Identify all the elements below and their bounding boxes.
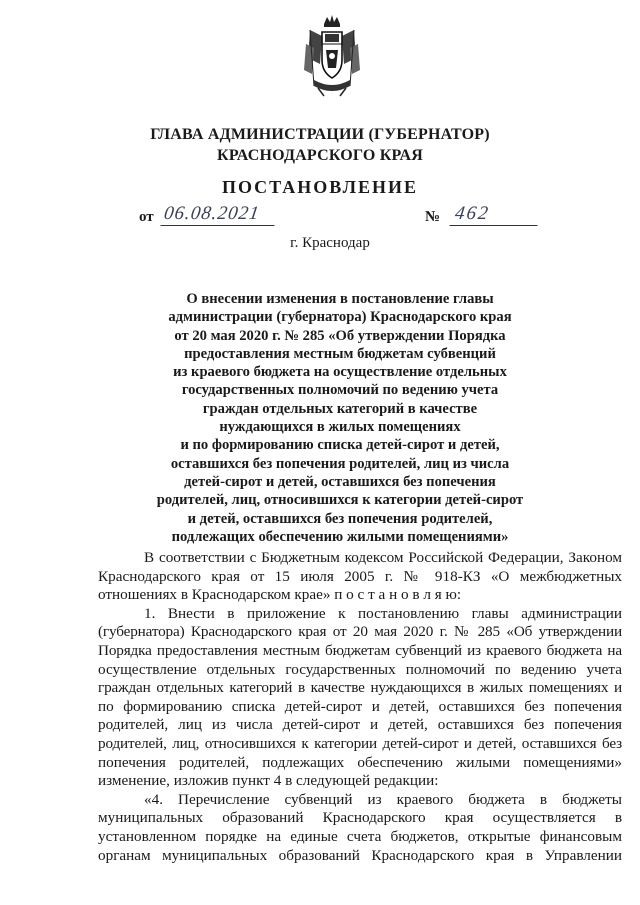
subject-line: детей-сирот и детей, оставшихся без попечения <box>184 473 496 490</box>
body-line: «4. Перечисление субвенций из краевого бюджета в бюджеты <box>144 790 622 808</box>
subject-line: родителей, лиц, относившихся к категории детей-сирот <box>156 492 524 509</box>
date-prefix: от <box>139 209 154 225</box>
body-line: установленном порядке на единые счета бюджетов, открытые финансовым <box>98 827 622 845</box>
body-line: осуществление отдельных государственных полномочий по ведению учета <box>98 660 622 678</box>
body-line: муниципальных образований Краснодарского края осуществляется в <box>98 809 622 827</box>
body-line: по формированию списка детей-сирот и детей, оставшихся без попечения <box>98 697 622 715</box>
body-line: органам муниципальных образований Краснодарского края в Управлении <box>98 846 622 864</box>
subject-line: из краевого бюджета на осуществление отдельных <box>173 364 507 381</box>
subject-line: от 20 мая 2020 г. № 285 «Об утверждении Порядка <box>174 327 506 344</box>
subject-line: администрации (губернатора) Краснодарского края <box>168 309 512 326</box>
body-line: В соответствии с Бюджетным кодексом Российской Федерации, Законом <box>144 549 622 566</box>
subject-line: О внесении изменения в постановление главы <box>186 291 494 307</box>
body-line: (губернатора) Краснодарского края от 20 мая 2020 г. № 285 «Об утверждении <box>98 623 622 641</box>
decree-subject <box>150 290 530 546</box>
body-line: отношениях в Краснодарском крае» п о с т а н о в л я ю: <box>98 586 462 604</box>
issuing-authority <box>0 124 640 166</box>
subject-line: государственных полномочий по ведению учета <box>181 382 499 399</box>
subject-line: и по формированию списка детей-сирот и детей, <box>180 437 500 454</box>
body-line: Краснодарского края от 15 июля 2005 г. № 918-КЗ «О межбюджетных <box>98 567 622 585</box>
city-line: г. Краснодар <box>290 235 370 251</box>
subject-line: нуждающихся в жилых помещениях <box>219 419 461 436</box>
subject-line: оставшихся без попечения родителей, лиц из числа <box>170 455 510 472</box>
decree-body <box>98 549 622 865</box>
krasnodar-coat-of-arms-icon <box>300 14 364 98</box>
body-line: Порядка предоставления местным бюджетам субвенций из краевого бюджета на <box>98 641 622 659</box>
handwritten-date: 06.08.2021 <box>160 203 277 226</box>
authority-line-1: ГЛАВА АДМИНИСТРАЦИИ (ГУБЕРНАТОР) <box>150 126 490 143</box>
body-line: попечения родителей, подлежащих обеспечению жилыми помещениями» <box>98 753 622 771</box>
document-type-title: ПОСТАНОВЛЕНИЕ <box>221 177 419 197</box>
body-line: родителей, лиц, относившихся к категории детей-сирот и детей, оставшихся без <box>98 734 622 752</box>
subject-line: подлежащих обеспечению жилыми помещениями» <box>171 528 509 545</box>
body-line: родителей, лиц из числа детей-сирот и детей, оставшихся без попечения <box>98 716 622 734</box>
number-prefix: № <box>425 209 441 225</box>
body-line: 1. Внести в приложение к постановлению главы администрации <box>144 604 622 622</box>
date-number-row <box>0 203 640 229</box>
subject-line: предоставления местным бюджетам субвенций <box>184 345 496 362</box>
subject-line: граждан отдельных категорий в качестве <box>202 400 478 417</box>
body-line: изменение, изложив пункт 4 в следующей редакции: <box>98 772 439 790</box>
handwritten-number: 462 <box>449 203 540 226</box>
authority-line-2: КРАСНОДАРСКОГО КРАЯ <box>217 147 423 164</box>
subject-line: и детей, оставшихся без попечения родителей, <box>187 510 493 527</box>
body-line: граждан отдельных категорий в качестве нуждающихся в жилых помещениях и <box>98 679 622 697</box>
